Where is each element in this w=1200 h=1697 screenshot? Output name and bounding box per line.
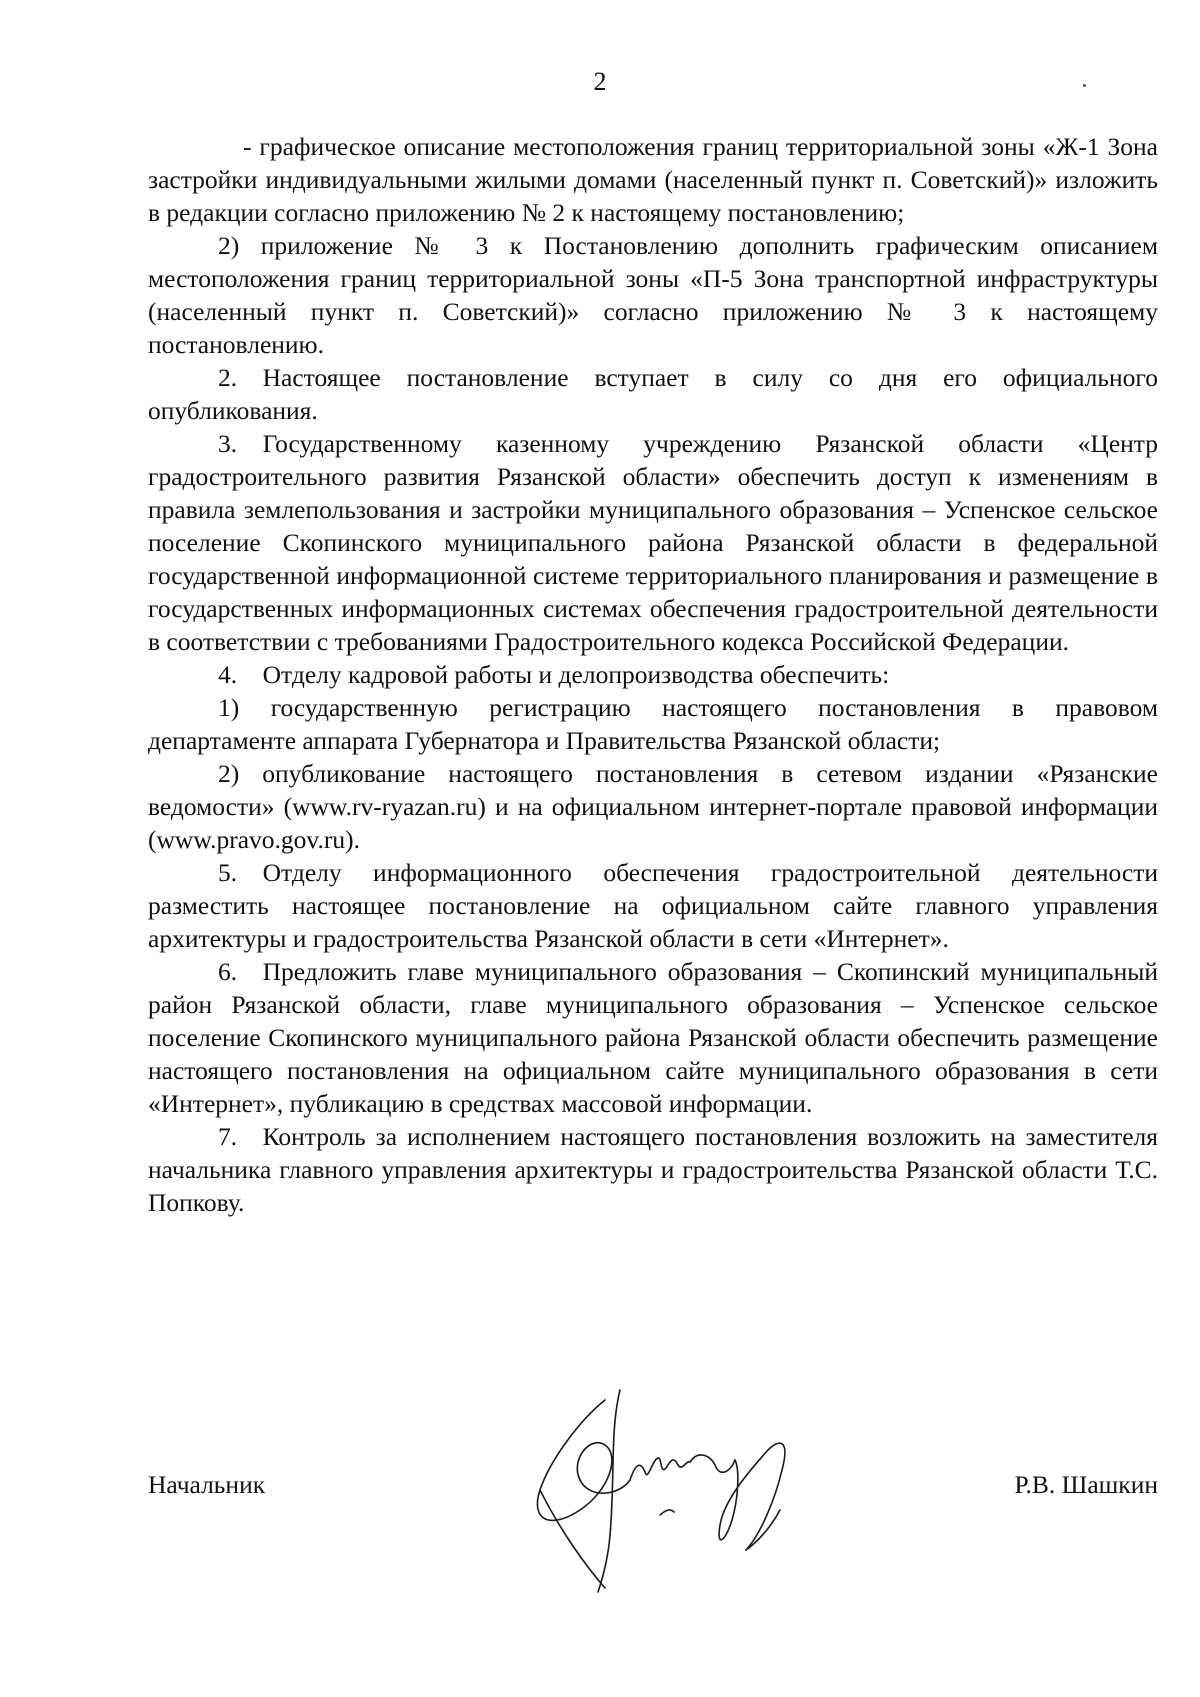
paragraph-item-4-1-registration: 1) государственную регистрацию настоящего постановления в правовом департаменте аппарата Губернатора и Правительства Рязанской области; xyxy=(148,693,1158,755)
paragraph-item-4-hr-department: 4. Отделу кадровой работы и делопроизводства обеспечить: xyxy=(218,660,890,689)
paragraph-item-4-2-publication: 2) опубликование настоящего постановления в сетевом издании «Рязанские ведомости» (www.rv-ryazan.ru) и на официальном интернет-портале правовой информации (www.pravo.gov.ru). xyxy=(148,759,1158,854)
signatory-name: Р.В. Шашкин xyxy=(1014,1470,1158,1499)
paragraph-item-2-effective-date: 2. Настоящее постановление вступает в силу со дня его официального опубликования. xyxy=(148,363,1158,425)
paragraph-item-6-municipal: 6. Предложить главе муниципального образования – Скопинский муниципальный район Рязанской области, главе муниципального образования – Успенское сельское поселение Скопинского муниципального района Рязанской области обеспечить размещение настоящего постановления на официальном сайте муниципального образования в сети «Интернет», публикацию в средствах массовой информации. xyxy=(148,957,1158,1118)
paragraph-zone-zh1-description: - графическое описание местоположения границ территориальной зоны «Ж-1 Зона застройки индивидуальными жилыми домами (населенный пункт п. Советский)» изложить в редакции согласно приложению № 2 к настоящему постановлению; xyxy=(148,132,1158,227)
paragraph-item-3-access: 3. Государственному казенному учреждению Рязанской области «Центр градостроительного развития Рязанской области» обеспечить доступ к изменениям в правила землепользования и застройки муниципального образования – Успенское сельское поселение Скопинского муниципального района Рязанской области в федеральной государственной информационной системе территориального планирования и размещение в государственных информационных системах обеспечения градостроительной деятельности в соответствии с требованиями Градостроительного кодекса Российской Федерации. xyxy=(148,429,1158,656)
signatory-title: Начальник xyxy=(148,1470,266,1499)
page-number: 2 xyxy=(593,67,607,96)
paragraph-item-5-website: 5. Отделу информационного обеспечения градостроительной деятельности разместить настоящее постановление на официальном сайте главного управления архитектуры и градостроительства Рязанской области в сети «Интернет». xyxy=(148,858,1158,953)
document-body xyxy=(148,130,1158,1219)
handwritten-signature xyxy=(510,1360,850,1600)
paragraph-appendix-3-supplement: 2) приложение № 3 к Постановлению дополнить графическим описанием местоположения границ территориальной зоны «П-5 Зона транспортной инфраструктуры (населенный пункт п. Советский)» согласно приложению № 3 к настоящему постановлению. xyxy=(148,231,1158,359)
paragraph-item-7-control: 7. Контроль за исполнением настоящего постановления возложить на заместителя начальника главного управления архитектуры и градостроительства Рязанской области Т.С. Попкову. xyxy=(148,1122,1158,1217)
